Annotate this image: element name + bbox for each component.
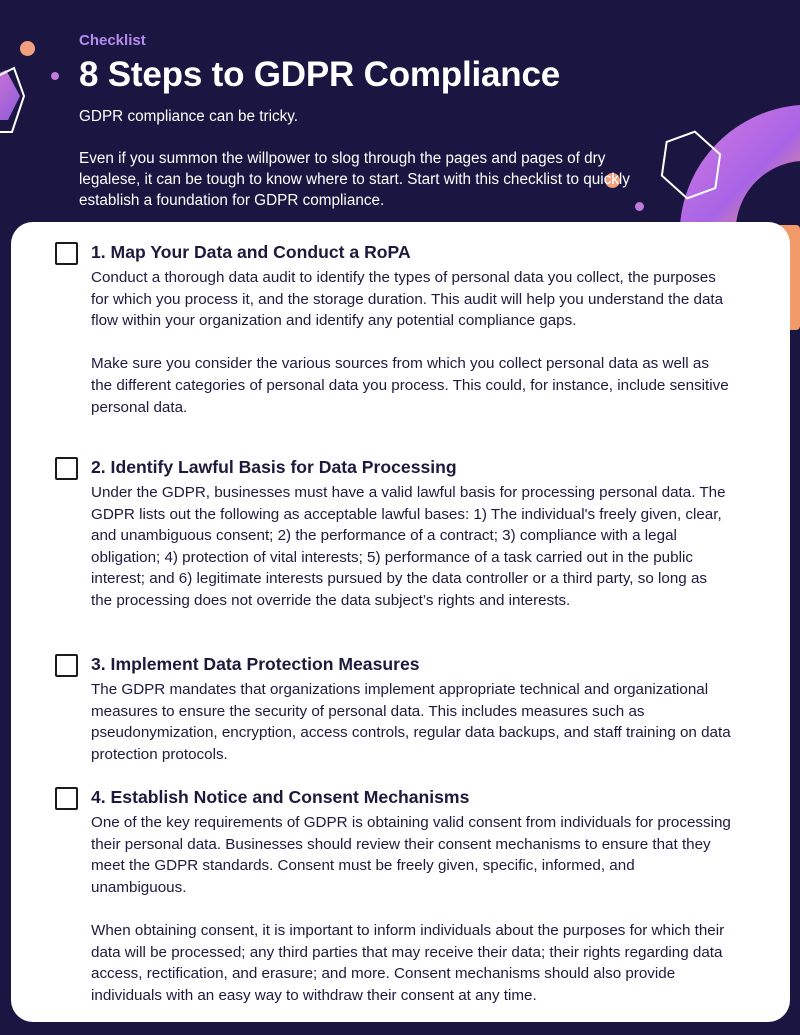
eyebrow-label: Checklist [79, 32, 146, 49]
checkbox[interactable] [55, 457, 78, 480]
page-header [79, 32, 659, 211]
checkbox[interactable] [55, 787, 78, 810]
checklist-item [91, 240, 731, 418]
checklist-item [91, 652, 731, 765]
item-paragraph: Under the GDPR, businesses must have a valid lawful basis for processing personal data. The GDPR lists out the following as acceptable lawful bases: 1) The individual's freely given, clear, and unambiguous consent; 2) the performance of a contract; 3) compliance with a legal obligation; 4) protection of vital interests; 5) performance of a task carried out in the public interest; and 6) legitimate interests pursued by the data controller or a third party, so long as the processing does not override the data subject’s rights and interests. [91, 484, 726, 609]
item-paragraph: Make sure you consider the various sources from which you collect personal data as well as the different categories of personal data you process. This could, for instance, include sensitive personal data. [91, 355, 729, 416]
item-paragraph: The GDPR mandates that organizations implement appropriate technical and organizational measures to ensure the security of personal data. This includes measures such as pseudonymization, encryption, access controls, regular data backups, and staff training on data protection protocols. [91, 681, 731, 763]
item-body [91, 812, 731, 1006]
checkbox[interactable] [55, 242, 78, 265]
intro-paragraph: GDPR compliance can be tricky. [79, 108, 299, 125]
checklist-item [91, 455, 731, 612]
checkbox[interactable] [55, 654, 78, 677]
checklist-item [91, 785, 731, 1006]
page-title: 8 Steps to GDPR Compliance [79, 55, 561, 94]
item-title: 1. Map Your Data and Conduct a RoPA [91, 242, 411, 262]
item-paragraph: Conduct a thorough data audit to identify the types of personal data you collect, the purposes for which you process it, and the storage duration. This audit will help you understand the data flow within your organization and identify any potential compliance gaps. [91, 269, 724, 330]
item-body [91, 482, 731, 612]
orange-dot-decoration [20, 41, 35, 56]
checklist-card [11, 222, 790, 1022]
item-body [91, 679, 731, 765]
intro-paragraph: Even if you summon the willpower to slog through the pages and pages of dry legalese, it can be tough to know where to start. Start with this checklist to quickly establish a foundation for GDPR compliance. [79, 150, 630, 209]
item-paragraph: When obtaining consent, it is important to inform individuals about the purposes for which their data will be processed; any third parties that may receive their data; their rights regarding data access, rectification, and erasure; and more. Consent mechanisms should also provide individuals with an easy way to withdraw their consent at any time. [91, 921, 725, 1004]
item-title: 2. Identify Lawful Basis for Data Processing [91, 457, 457, 477]
item-title: 4. Establish Notice and Consent Mechanisms [91, 787, 470, 807]
item-paragraph: One of the key requirements of GDPR is obtaining valid consent from individuals for processing their personal data. Businesses should review their consent mechanisms to ensure that they meet the GDPR standards. Consent must be freely given, specific, informed, and unambiguous. [91, 814, 731, 896]
item-title: 3. Implement Data Protection Measures [91, 654, 420, 674]
item-body [91, 267, 731, 418]
purple-dot-decoration [51, 72, 59, 80]
intro-text [79, 106, 659, 211]
